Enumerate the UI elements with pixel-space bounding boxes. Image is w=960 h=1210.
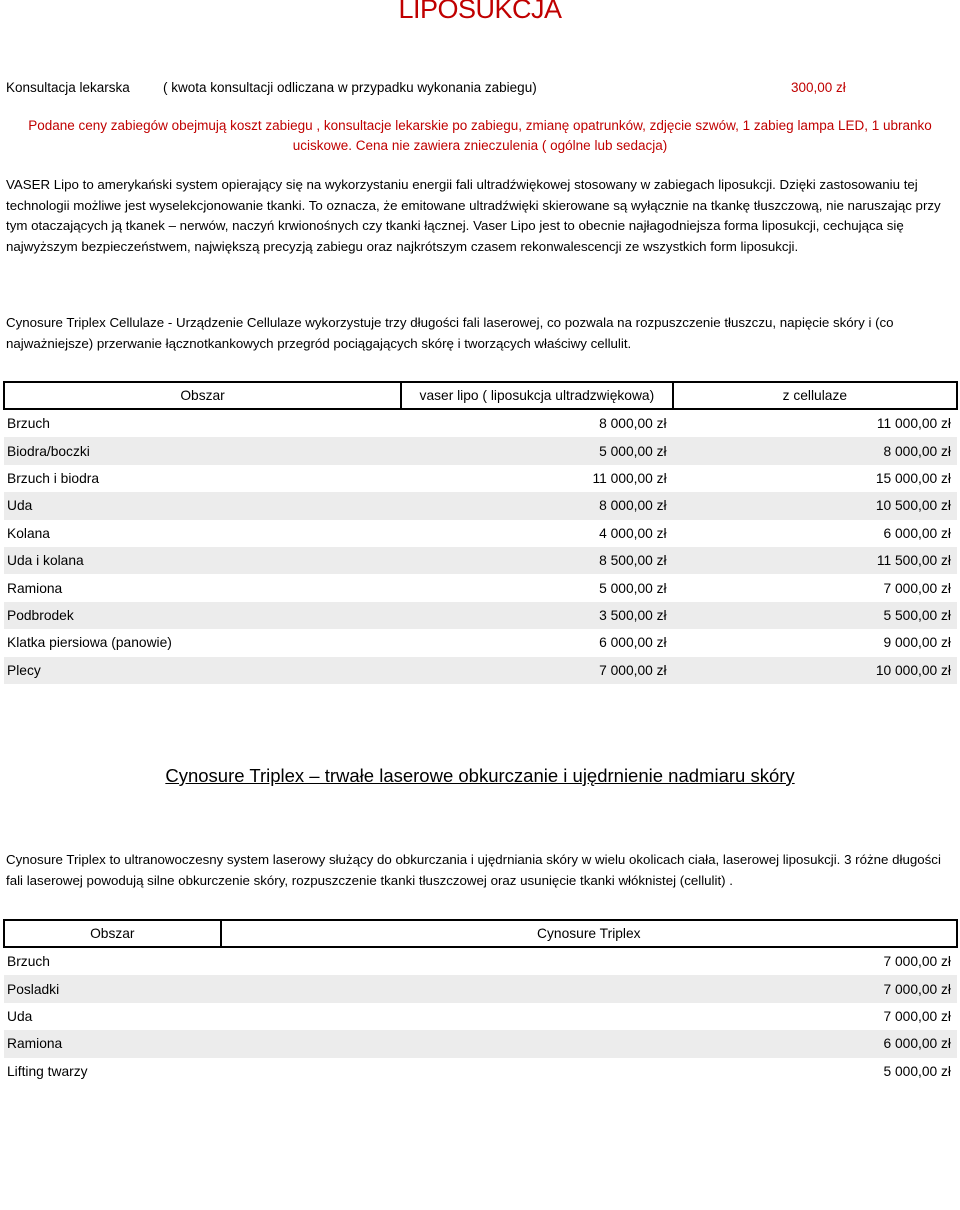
table-row: [4, 465, 957, 492]
pricing-note-part1: Podane ceny zabiegów obejmują koszt zabiegu , konsultacje lekarskie po zabiegu, zmianę opatrunków, zdjęcie szwów, 1 zabieg lampa LED, 1 ubranko uciskowe.: [28, 118, 932, 153]
row-cellulaze-price: 5 500,00 zł: [673, 602, 957, 629]
table-row: [4, 657, 957, 684]
column-header-triplex: Cynosure Triplex: [221, 920, 957, 947]
row-area: Ramiona: [7, 580, 63, 596]
row-cellulaze-price: 6 000,00 zł: [883, 525, 951, 541]
consultation-price: 300,00 zł: [791, 80, 846, 95]
row-cellulaze-price: 7 000,00 zł: [883, 580, 951, 596]
row-vaser-price: 4 000,00 zł: [599, 525, 667, 541]
row-area: Biodra/boczki: [4, 437, 401, 464]
row-vaser-price: 5 000,00 zł: [401, 437, 673, 464]
row-vaser-price: 7 000,00 zł: [401, 657, 673, 684]
consultation-note: ( kwota konsultacji odliczana w przypadku wykonania zabiegu): [163, 80, 537, 95]
row-triplex-price: 7 000,00 zł: [883, 954, 951, 970]
row-area: Uda: [7, 1008, 33, 1024]
row-triplex-price: 5 000,00 zł: [883, 1063, 951, 1079]
vaser-description: VASER Lipo to amerykański system opierający się na wykorzystaniu energii fali ultradźwiękowej stosowany w zabiegach liposukcji. Dzięki zastosowaniu tej technologii możliwe jest wyselekcjonowanie tkanki. To oznacza, że emitowane ultradźwięki skierowane są wyłącznie na tkankę tłuszczową, nie naruszając przy tym otaczających ją tkanek – nerwów, naczyń krwionośnych czy tkanki łącznej. Vaser Lipo jest to obecnie najłagodniejsza forma liposukcji, cechująca się najwyższym bezpieczeństwem, największą precyzją zabiegu oraz najkrótszym czasem rekonwalescencji ze wszystkich form liposukcji.: [6, 177, 941, 254]
table-header-row: [4, 920, 957, 947]
row-vaser-price: 8 500,00 zł: [401, 547, 673, 574]
table-row: [4, 492, 957, 519]
row-area: Klatka piersiowa (panowie): [7, 635, 172, 651]
row-vaser-price: 3 500,00 zł: [401, 602, 673, 629]
consultation-label: Konsultacja lekarska: [6, 80, 130, 95]
row-cellulaze-price: 8 000,00 zł: [673, 437, 957, 464]
row-triplex-price: 7 000,00 zł: [221, 975, 957, 1002]
row-area: Uda i kolana: [4, 547, 401, 574]
vaser-price-table: [3, 381, 958, 684]
row-cellulaze-price: 15 000,00 zł: [875, 470, 951, 486]
triplex-heading: [0, 765, 960, 787]
table-row: [4, 574, 957, 601]
triplex-heading-text: Cynosure Triplex – trwałe laserowe obkurczanie i ujędrnienie nadmiaru skóry: [165, 765, 795, 786]
pricing-note: [20, 116, 940, 156]
row-vaser-price: 8 000,00 zł: [599, 416, 667, 432]
row-area: Uda: [4, 492, 401, 519]
pricing-note-part2: Cena nie zawiera znieczulenia ( ogólne lub sedacja): [355, 138, 668, 153]
row-vaser-price: 6 000,00 zł: [599, 635, 667, 651]
row-vaser-price: 5 000,00 zł: [599, 580, 667, 596]
table-row: [4, 547, 957, 574]
row-cellulaze-price: 11 500,00 zł: [673, 547, 957, 574]
table-row: [4, 947, 957, 975]
table-row: [4, 602, 957, 629]
column-header-area: Obszar: [4, 382, 401, 409]
row-triplex-price: 6 000,00 zł: [221, 1030, 957, 1057]
triplex-price-table: [3, 919, 958, 1085]
row-area: Kolana: [7, 525, 50, 541]
row-triplex-price: 7 000,00 zł: [883, 1008, 951, 1024]
table-row: [4, 1003, 957, 1030]
row-area: Brzuch: [7, 416, 50, 432]
column-header-vaser: vaser lipo ( liposukcja ultradzwiękowa): [401, 382, 673, 409]
row-area: Ramiona: [4, 1030, 221, 1057]
page-title: LIPOSUKCJA: [398, 0, 562, 24]
triplex-description: Cynosure Triplex to ultranowoczesny system laserowy służący do obkurczania i ujędrniania skóry w wielu okolicach ciała, laserowej liposukcji. 3 różne długości fali laserowej powodują silne obkurczenie skóry, rozpuszczenie tkanki tłuszczowej oraz usunięcie tkanki włóknistej (cellulit) .: [6, 852, 941, 888]
table-row: [4, 1030, 957, 1057]
row-cellulaze-price: 10 500,00 zł: [673, 492, 957, 519]
table-row: [4, 1058, 957, 1085]
table-row: [4, 409, 957, 437]
row-area: Brzuch i biodra: [7, 470, 100, 486]
row-cellulaze-price: 11 000,00 zł: [876, 416, 951, 432]
row-area: Plecy: [4, 657, 401, 684]
row-area: Posladki: [4, 975, 221, 1002]
column-header-cellulaze: z cellulaze: [673, 382, 957, 409]
row-vaser-price: 8 000,00 zł: [401, 492, 673, 519]
cellulaze-description: Cynosure Triplex Cellulaze - Urządzenie Cellulaze wykorzystuje trzy długości fali laserowej, co pozwala na rozpuszczenie tłuszczu, napięcie skóry i (co najważniejsze) przerwanie łącznotkankowych przegród pociągających skórę i tworzących właściwy cellulit.: [6, 315, 894, 351]
table-row: [4, 520, 957, 547]
table-header-row: [4, 382, 957, 409]
row-area: Lifting twarzy: [7, 1063, 88, 1079]
row-cellulaze-price: 9 000,00 zł: [883, 635, 951, 651]
row-vaser-price: 11 000,00 zł: [592, 470, 667, 486]
row-cellulaze-price: 10 000,00 zł: [673, 657, 957, 684]
table-row: [4, 975, 957, 1002]
table-row: [4, 629, 957, 656]
row-area: Brzuch: [7, 954, 50, 970]
column-header-area: Obszar: [4, 920, 221, 947]
table-row: [4, 437, 957, 464]
row-area: Podbrodek: [4, 602, 401, 629]
